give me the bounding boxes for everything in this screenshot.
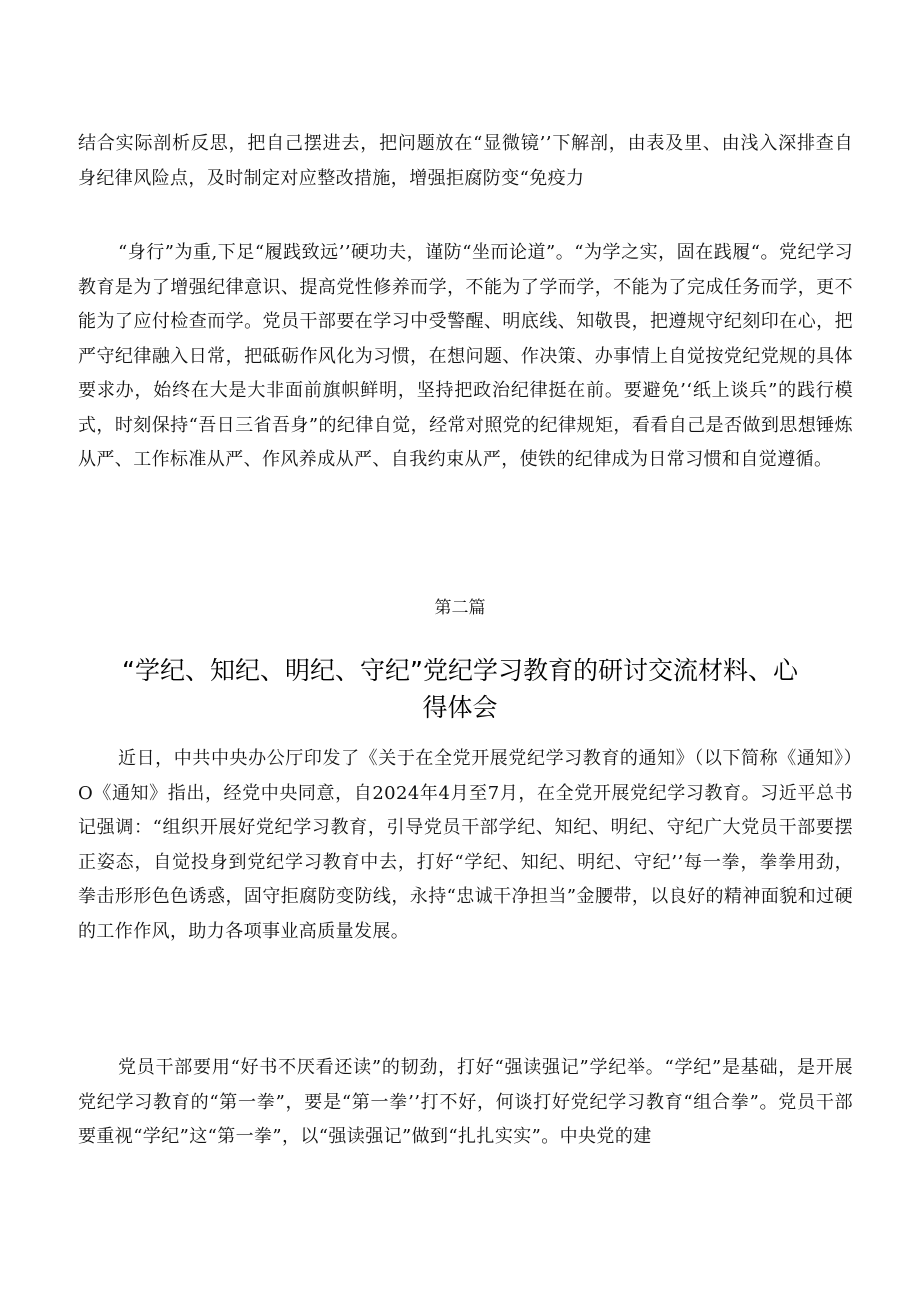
body-paragraph-1: 结合实际剖析反思，把自己摆进去，把问题放在“显微镜’’下解剖，由表及里、由浅入深排查自身纪律风险点，及时制定对应整改措施，增强拒腐防变“免疫力	[78, 133, 853, 189]
body-paragraph-2: “身行”为重,下足“履践致远’’硬功夫，谨防“坐而论道”。“为学之实，固在践履“。党纪学习教育是为了增强纪律意识、提高党性修养而学，不能为了学而学，不能为了完成任务而学，更不能为了应付检查而学。党员干部要在学习中受警醒、明底线、知敬畏，把遵规守纪刻印在心，把严守纪律融入日常，把砥砺作风化为习惯，在想问题、作决策、办事情上自觉按党纪党规的具体要求办，始终在大是大非面前旗帜鲜明，坚持把政治纪律挺在前。要避免’‘纸上谈兵”的践行模式，时刻保持“吾日三省吾身”的纪律自觉，经常对照党的纪律规矩，看看自己是否做到思想锤炼从严、工作标准从严、作风养成从严、自我约束从严，使铁的纪律成为日常习惯和自觉遵循。	[78, 242, 853, 470]
section-label: 第二篇	[434, 598, 486, 618]
document-title: “学纪、知纪、明纪、守纪”党纪学习教育的研讨交流材料、心得体会	[122, 656, 798, 722]
body-paragraph-3: 近日，中共中央办公厅印发了《关于在全党开展党纪学习教育的通知》（以下简称《通知》）O《通知》指出，经党中央同意，自2024年4月至7月，在全党开展党纪学习教育。习近平总书记强调：“组织开展好党纪学习教育，引导党员干部学纪、知纪、明纪、守纪广大党员干部要摆正姿态，自觉投身到党纪学习教育中去，打好“学纪、知纪、明纪、守纪’’每一拳，拳拳用劲，拳击形形色色诱惑，固守拒腐防变防线，永持“忠诚干净担当”金腰带，以良好的精神面貌和过硬的工作作风，助力各项事业高质量发展。	[78, 748, 853, 942]
body-paragraph-4: 党员干部要用“好书不厌看还读”的韧劲，打好“强读强记”学纪举。“学纪”是基础，是开展党纪学习教育的“第一拳”，要是“第一拳’’打不好，何谈打好党纪学习教育“组合拳”。党员干部要重视“学纪”这“第一拳”，以“强读强记”做到“扎扎实实”。中央党的建	[78, 1057, 853, 1147]
